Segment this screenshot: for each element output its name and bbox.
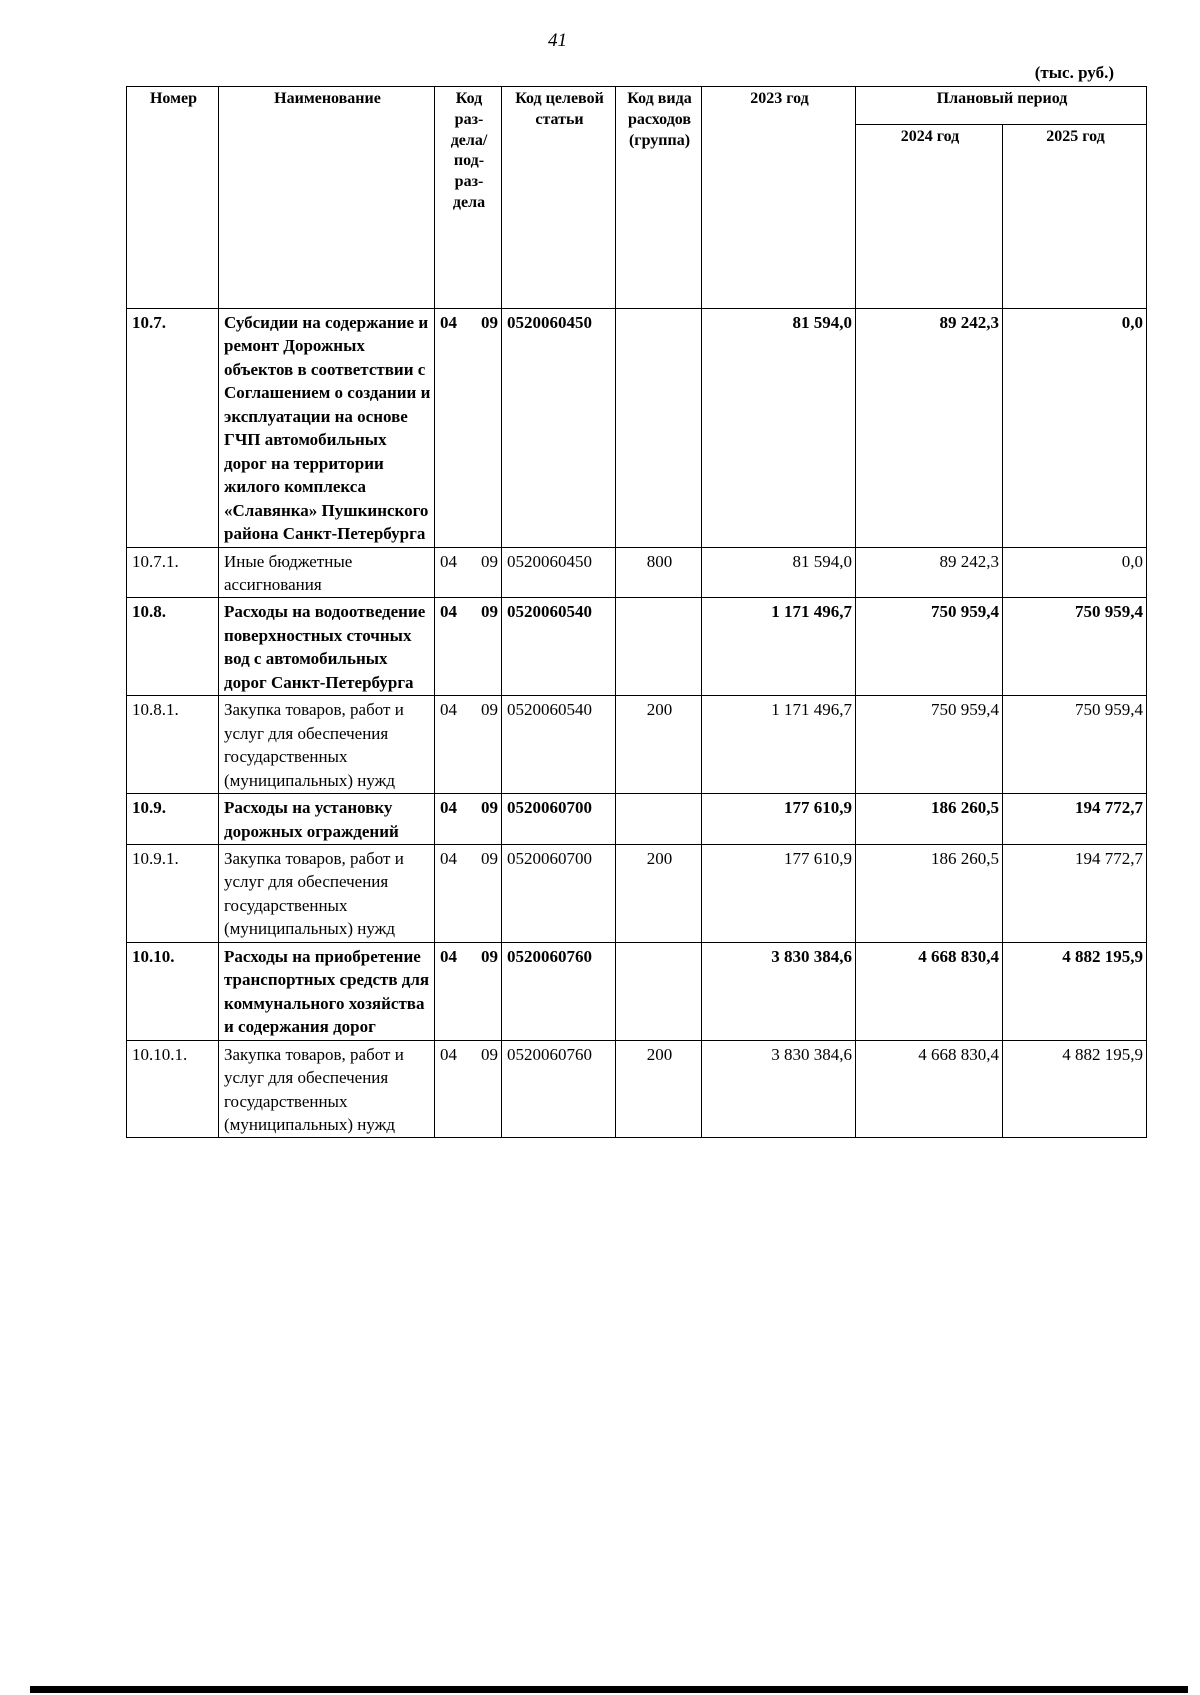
header-vid: Код вида расходов (группа) — [616, 87, 702, 309]
table-row — [127, 794, 1147, 845]
row-number: 10.9. — [127, 794, 219, 845]
row-razdel-podrazdel — [435, 309, 502, 548]
table-row — [127, 309, 1147, 548]
row-razdel: 04 — [440, 1044, 457, 1064]
row-razdel: 04 — [440, 700, 457, 720]
table-row — [127, 547, 1147, 598]
row-name: Расходы на приобретение транспортных средств для коммунального хозяйства и содержания дорог — [219, 942, 435, 1040]
row-razdel-podrazdel — [435, 844, 502, 942]
row-razdel-podrazdel — [435, 942, 502, 1040]
row-name: Закупка товаров, работ и услуг для обеспечения государственных (муниципальных) нужд — [219, 696, 435, 794]
row-razdel: 04 — [440, 313, 457, 332]
header-number: Номер — [127, 87, 219, 309]
row-podrazdel: 09 — [481, 848, 498, 868]
header-razdel: Код раз-дела/ под-раз-дела — [435, 87, 502, 309]
row-vid: 800 — [616, 547, 702, 598]
row-razdel: 04 — [440, 602, 457, 622]
row-target: 0520060540 — [502, 696, 616, 794]
header-plan-period: Плановый период — [856, 87, 1147, 125]
row-2024: 750 959,4 — [856, 598, 1003, 696]
row-2024: 4 668 830,4 — [856, 942, 1003, 1040]
row-podrazdel: 09 — [481, 946, 498, 966]
row-target: 0520060450 — [502, 309, 616, 548]
row-vid — [616, 598, 702, 696]
row-name: Закупка товаров, работ и услуг для обеспечения государственных (муниципальных) нужд — [219, 844, 435, 942]
bottom-rule — [30, 1686, 1188, 1693]
header-name: Наименование — [219, 87, 435, 309]
row-2024: 89 242,3 — [856, 309, 1003, 548]
row-2025: 4 882 195,9 — [1003, 1040, 1147, 1138]
row-2025: 750 959,4 — [1003, 598, 1147, 696]
row-podrazdel: 09 — [481, 700, 498, 720]
row-podrazdel: 09 — [481, 1044, 498, 1064]
row-2023: 3 830 384,6 — [702, 1040, 856, 1138]
row-podrazdel: 09 — [481, 551, 498, 571]
row-target: 0520060700 — [502, 794, 616, 845]
budget-table — [126, 86, 1147, 1138]
row-number: 10.9.1. — [127, 844, 219, 942]
header-target: Код целевой статьи — [502, 87, 616, 309]
row-2023: 81 594,0 — [702, 309, 856, 548]
table-row — [127, 696, 1147, 794]
row-razdel-podrazdel — [435, 598, 502, 696]
row-2025: 0,0 — [1003, 309, 1147, 548]
row-target: 0520060540 — [502, 598, 616, 696]
row-2024: 186 260,5 — [856, 844, 1003, 942]
row-2025: 194 772,7 — [1003, 794, 1147, 845]
row-vid — [616, 794, 702, 845]
row-razdel: 04 — [440, 946, 457, 966]
row-2023: 1 171 496,7 — [702, 598, 856, 696]
row-name: Иные бюджетные ассигнования — [219, 547, 435, 598]
row-razdel: 04 — [440, 848, 457, 868]
row-target: 0520060760 — [502, 1040, 616, 1138]
row-vid — [616, 942, 702, 1040]
row-target: 0520060760 — [502, 942, 616, 1040]
row-number: 10.8. — [127, 598, 219, 696]
row-vid — [616, 309, 702, 548]
row-razdel-podrazdel — [435, 794, 502, 845]
row-podrazdel: 09 — [481, 602, 498, 622]
row-podrazdel: 09 — [481, 313, 498, 332]
row-target: 0520060450 — [502, 547, 616, 598]
row-2024: 4 668 830,4 — [856, 1040, 1003, 1138]
row-number: 10.7.1. — [127, 547, 219, 598]
table-row — [127, 942, 1147, 1040]
row-razdel-podrazdel — [435, 696, 502, 794]
table-row — [127, 598, 1147, 696]
row-name: Расходы на водоотведение поверхностных сточных вод с автомобильных дорог Санкт-Петербурга — [219, 598, 435, 696]
row-2025: 194 772,7 — [1003, 844, 1147, 942]
table-row — [127, 844, 1147, 942]
row-number: 10.8.1. — [127, 696, 219, 794]
row-name: Закупка товаров, работ и услуг для обеспечения государственных (муниципальных) нужд — [219, 1040, 435, 1138]
row-name: Субсидии на содержание и ремонт Дорожных объектов в соответствии с Соглашением о создании и эксплуатации на основе ГЧП автомобильных дорог на территории жилого комплекса «Славянка» Пушкинского района Санкт-Петербурга — [219, 309, 435, 548]
row-2024: 89 242,3 — [856, 547, 1003, 598]
row-2023: 177 610,9 — [702, 844, 856, 942]
row-number: 10.10.1. — [127, 1040, 219, 1138]
row-2023: 1 171 496,7 — [702, 696, 856, 794]
header-2025: 2025 год — [1003, 125, 1147, 309]
row-2024: 186 260,5 — [856, 794, 1003, 845]
row-target: 0520060700 — [502, 844, 616, 942]
row-vid: 200 — [616, 1040, 702, 1138]
header-2024: 2024 год — [856, 125, 1003, 309]
row-name: Расходы на установку дорожных ограждений — [219, 794, 435, 845]
row-vid: 200 — [616, 844, 702, 942]
table-row — [127, 1040, 1147, 1138]
header-2023: 2023 год — [702, 87, 856, 309]
row-vid: 200 — [616, 696, 702, 794]
row-2025: 0,0 — [1003, 547, 1147, 598]
page-number: 41 — [548, 30, 567, 51]
row-razdel: 04 — [440, 798, 457, 818]
row-razdel-podrazdel — [435, 1040, 502, 1138]
row-2023: 3 830 384,6 — [702, 942, 856, 1040]
row-number: 10.7. — [127, 309, 219, 548]
row-2025: 750 959,4 — [1003, 696, 1147, 794]
row-2023: 177 610,9 — [702, 794, 856, 845]
row-razdel-podrazdel — [435, 547, 502, 598]
row-2023: 81 594,0 — [702, 547, 856, 598]
row-podrazdel: 09 — [481, 798, 498, 818]
row-razdel: 04 — [440, 551, 457, 571]
units-label: (тыс. руб.) — [1034, 63, 1114, 82]
row-number: 10.10. — [127, 942, 219, 1040]
row-2025: 4 882 195,9 — [1003, 942, 1147, 1040]
row-2024: 750 959,4 — [856, 696, 1003, 794]
